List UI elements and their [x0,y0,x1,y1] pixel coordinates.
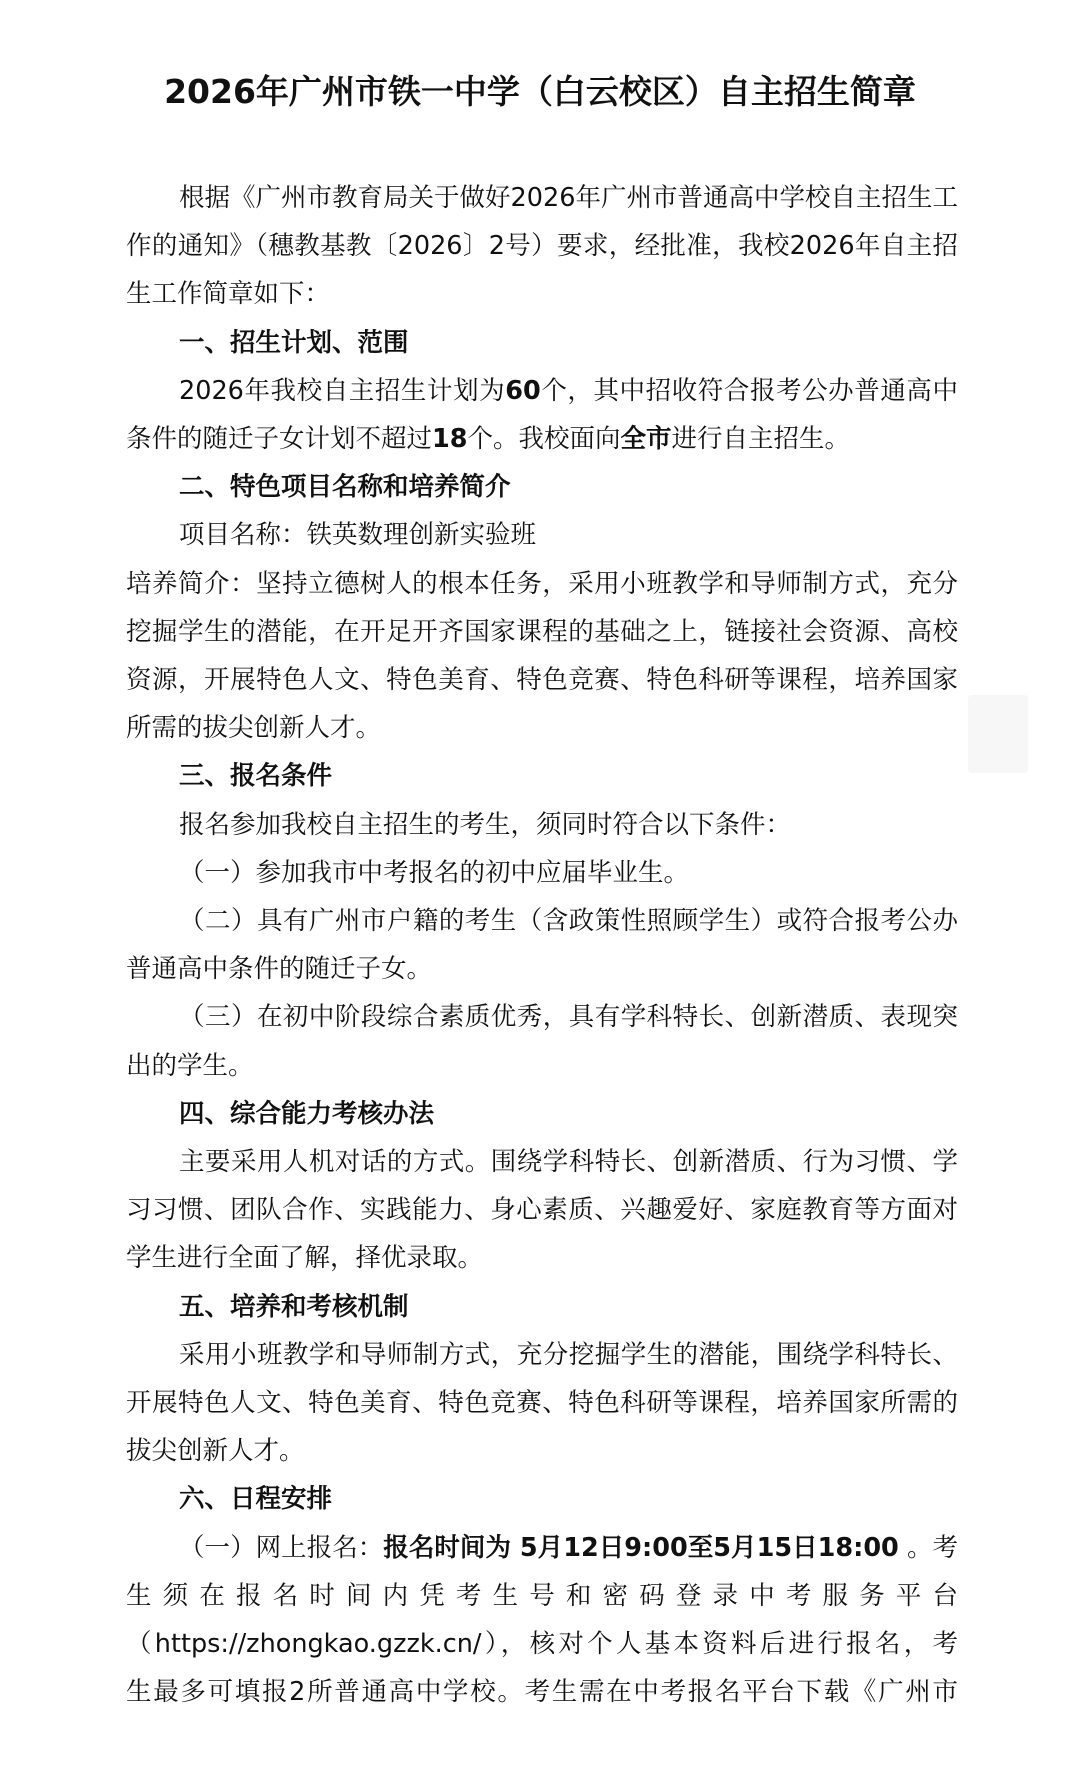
project-name: 项目名称：铁英数理创新实验班 [179,520,537,551]
schedule-item-label: （一）网上报名： [179,1532,384,1563]
enrollment-quota: 60 [505,375,541,406]
document-body [126,174,958,1717]
section-6-heading: 六、日程安排 [179,1484,333,1515]
registration-time: 报名时间为 5月12日9:00至5月15日18:00 [383,1532,899,1563]
intro-paragraph: 根据《广州市教育局关于做好2026年广州市普通高中学校自主招生工作的通知》（穗教基教〔2026〕2号）要求，经批准，我校2026年自主招生工作简章如下： [126,183,958,310]
schedule-line-2: 生须在报名时间内凭考生号和密码登录中考服务平台 [126,1580,958,1611]
scan-artifact [968,695,1028,773]
section-1-text-c: 个。我校面向 [467,424,621,455]
condition-3: （三）在初中阶段综合素质优秀，具有学科特长、创新潜质、表现突出的学生。 [126,1002,958,1081]
schedule-line-4: 生最多可填报2所普通高中学校。考生需在中考报名平台下载《广州市 [126,1677,958,1708]
section-1-text-a: 2026年我校自主招生计划为 [179,375,506,406]
condition-1: （一）参加我市中考报名的初中应届毕业生。 [179,857,690,888]
section-4-heading: 四、综合能力考核办法 [179,1098,435,1129]
schedule-line-1 [126,1524,958,1572]
enrollment-scope: 全市 [620,424,672,455]
section-1-text-b: 个，其中招收符合报考公办普通高中条件的随迁子女计划不超过 [126,375,958,455]
condition-2: （二）具有广州市户籍的考生（含政策性照顾学生）或符合报考公办普通高中条件的随迁子女。 [126,906,958,985]
section-5-paragraph: 采用小班教学和导师制方式，充分挖掘学生的潜能，围绕学科特长、开展特色人文、特色美育、特色竞赛、特色科研等课程，培养国家所需的拔尖创新人才。 [126,1339,958,1467]
section-4-paragraph: 主要采用人机对话的方式。围绕学科特长、创新潜质、行为习惯、学习习惯、团队合作、实践能力、身心素质、兴趣爱好、家庭教育等方面对学生进行全面了解，择优录取。 [126,1147,958,1274]
section-1-paragraph [126,367,958,463]
conditions-lead: 报名参加我校自主招生的考生，须同时符合以下条件： [179,809,792,840]
document-title: 2026年广州市铁一中学（白云校区）自主招生简章 [164,72,916,111]
section-3-heading: 三、报名条件 [179,761,333,792]
training-intro: 培养简介：坚持立德树人的根本任务，采用小班教学和导师制方式，充分挖掘学生的潜能，在开足开齐国家课程的基础之上，链接社会资源、高校资源，开展特色人文、特色美育、特色竞赛、特色科研等课程，培养国家所需的拔尖创新人才。 [126,568,958,744]
section-5-heading: 五、培养和考核机制 [179,1291,409,1322]
section-1-text-d: 进行自主招生。 [671,424,851,455]
migrant-quota: 18 [432,424,468,455]
section-2-heading: 二、特色项目名称和培养简介 [179,472,511,503]
section-1-heading: 一、招生计划、范围 [179,327,409,358]
schedule-line-3: （https://zhongkao.gzzk.cn/），核对个人基本资料后进行报名，考 [126,1629,958,1660]
schedule-line-1-tail: 。考 [898,1532,958,1563]
